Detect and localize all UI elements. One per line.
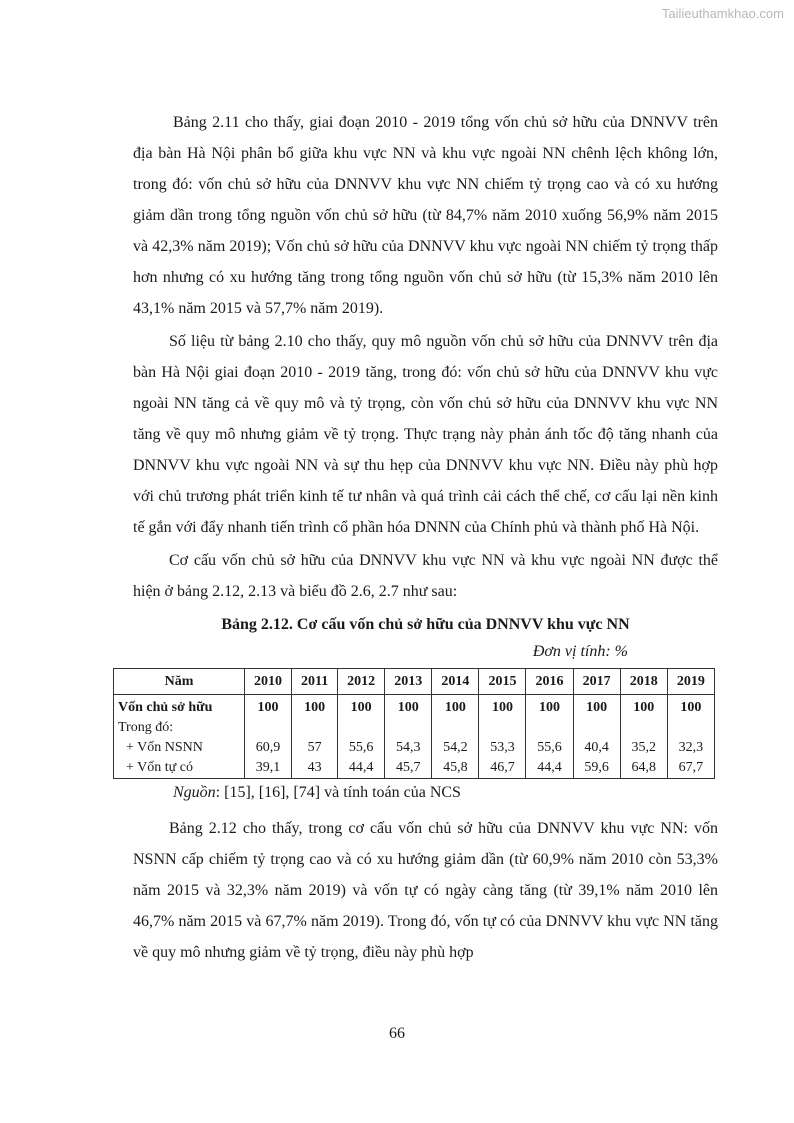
table-cell: 100 [620,695,667,719]
table-cell: 45,7 [385,758,432,779]
table-cell: 57 [292,738,338,758]
table-cell: 45,8 [432,758,479,779]
table-header-row [114,669,715,695]
table-cell: 54,2 [432,738,479,758]
table-cell: 35,2 [620,738,667,758]
table-cell: 43 [292,758,338,779]
header-year: 2013 [385,669,432,695]
table-cell: 46,7 [479,758,526,779]
table-cell: 100 [432,695,479,719]
table-title: Bảng 2.12. Cơ cấu vốn chủ sở hữu của DNNVV khu vực NN [221,616,630,633]
header-year: 2014 [432,669,479,695]
header-year: 2010 [245,669,292,695]
table-cell: 60,9 [245,738,292,758]
table-unit: Đơn vị tính: % [532,643,628,660]
paragraph-4: Bảng 2.12 cho thấy, trong cơ cấu vốn chủ sở hữu của DNNVV khu vực NN: vốn NSNN cấp chiếm tỷ trọng cao và có xu hướng giảm dần (từ 60,9% năm 2010 còn 53,3% năm 2015 và 32,3% năm 2019) và vốn tự có ngày càng tăng (từ 39,1% năm 2010 lên 46,7% năm 2015 và 67,7% năm 2019). Trong đó, vốn tự có của DNNVV khu vực NN tăng về quy mô nhưng giảm về tỷ trọng, điều này phù hợp [133,820,718,961]
row-label: Vốn chủ sở hữu [114,695,245,719]
table-cell [292,718,338,738]
paragraph-2: Số liệu từ bảng 2.10 cho thấy, quy mô nguồn vốn chủ sở hữu của DNNVV trên địa bàn Hà Nội giai đoạn 2010 - 2019 tăng, trong đó: vốn chủ sở hữu của DNNVV khu vực ngoài NN tăng cả về quy mô và tỷ trọng, còn vốn chủ sở hữu của DNNVV khu vực NN tăng về quy mô nhưng giảm về tỷ trọng. Thực trạng này phản ánh tốc độ tăng nhanh của DNNVV khu vực ngoài NN và sự thu hẹp của DNNVV khu vực NN. Điều này phù hợp với chủ trương phát triển kinh tế tư nhân và quá trình cải cách thể chế, cơ cấu lại nền kinh tế gắn với đẩy nhanh tiến trình cổ phần hóa DNNN của Chính phủ và thành phố Hà Nội. [133,333,718,536]
table-cell: 53,3 [479,738,526,758]
header-year: 2017 [573,669,620,695]
document-page [118,107,718,968]
table-cell: 100 [479,695,526,719]
paragraph-3: Cơ cấu vốn chủ sở hữu của DNNVV khu vực NN và khu vực ngoài NN được thể hiện ở bảng 2.12, 2.13 và biểu đồ 2.6, 2.7 như sau: [133,552,718,600]
table-cell: 100 [573,695,620,719]
page-number: 66 [389,1025,405,1042]
source-label: Nguồn [173,784,216,801]
row-label: Trong đó: [114,718,245,738]
table-row [114,758,715,779]
source-text: : [15], [16], [74] và tính toán của NCS [215,784,461,801]
table-row [114,718,715,738]
table-row [114,738,715,758]
header-year: 2012 [338,669,385,695]
header-year: 2016 [526,669,573,695]
table-cell: 40,4 [573,738,620,758]
watermark: Tailieuthamkhao.com [661,6,784,21]
table-cell: 100 [292,695,338,719]
table-cell: 39,1 [245,758,292,779]
table-cell [620,718,667,738]
table-cell [479,718,526,738]
table-cell [432,718,479,738]
table-cell: 100 [245,695,292,719]
table-cell: 55,6 [526,738,573,758]
table-cell: 54,3 [385,738,432,758]
row-label: + Vốn tự có [114,758,245,779]
table-cell: 67,7 [667,758,714,779]
table-cell: 55,6 [338,738,385,758]
header-year: 2019 [667,669,714,695]
data-table [113,668,715,779]
table-cell: 44,4 [526,758,573,779]
table-source [173,781,718,805]
table-cell: 64,8 [620,758,667,779]
table-cell: 100 [667,695,714,719]
header-year: 2015 [479,669,526,695]
table-cell: 100 [385,695,432,719]
table-cell: 32,3 [667,738,714,758]
header-year-label: Năm [114,669,245,695]
table-cell [385,718,432,738]
table-cell: 100 [338,695,385,719]
table-cell [338,718,385,738]
table-cell: 100 [526,695,573,719]
table-cell [667,718,714,738]
table-cell [526,718,573,738]
header-year: 2011 [292,669,338,695]
table-cell [573,718,620,738]
table-row [114,695,715,719]
row-label: + Vốn NSNN [114,738,245,758]
table-cell [245,718,292,738]
table-cell: 59,6 [573,758,620,779]
paragraph-1: Bảng 2.11 cho thấy, giai đoạn 2010 - 2019 tổng vốn chủ sở hữu của DNNVV trên địa bàn Hà Nội phân bổ giữa khu vực NN và khu vực ngoài NN chênh lệch không lớn, trong đó: vốn chủ sở hữu của DNNVV khu vực NN chiếm tỷ trọng cao và có xu hướng giảm dần trong tổng nguồn vốn chủ sở hữu (từ 84,7% năm 2010 xuống 56,9% năm 2015 và 42,3% năm 2019); Vốn chủ sở hữu của DNNVV khu vực ngoài NN chiếm tỷ trọng thấp hơn nhưng có xu hướng tăng trong tổng nguồn vốn chủ sở hữu (từ 15,3% năm 2010 lên 43,1% năm 2015 và 57,7% năm 2019). [133,114,718,317]
header-year: 2018 [620,669,667,695]
table-cell: 44,4 [338,758,385,779]
